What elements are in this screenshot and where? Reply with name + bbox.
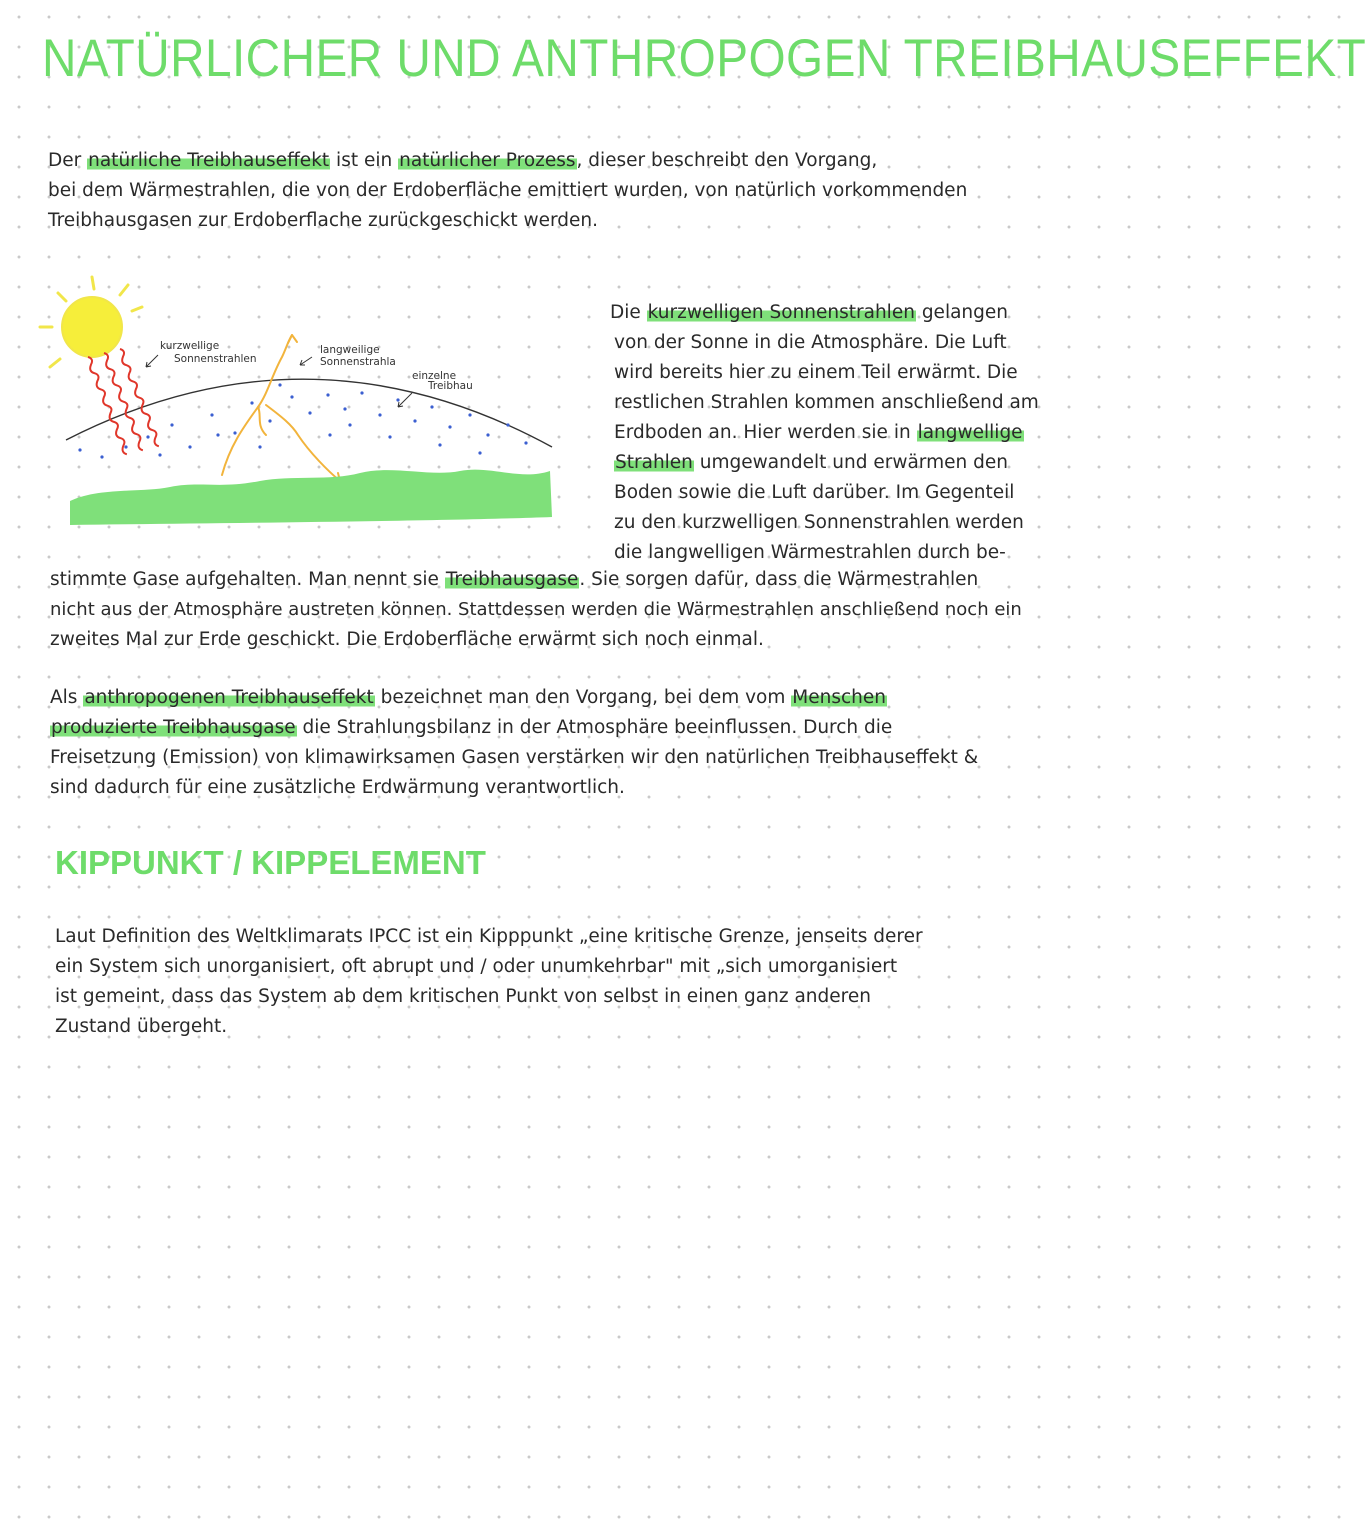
label-gas-1: einzelne: [412, 370, 457, 382]
text: umgewandelt und erwärmen den: [693, 452, 1008, 473]
highlight-term: natürliche Treibhauseffekt: [88, 150, 330, 171]
para3-line: [50, 683, 887, 713]
page-title: NATÜRLICHER UND ANTHROPOGEN TREIBHAUSEFFEKT: [42, 29, 1366, 88]
para2-line: restlichen Strahlen kommen anschließend am: [614, 392, 1039, 413]
para2-line: nicht aus der Atmosphäre austreten können. Stattdessen werden die Wärmestrahlen anschließend noch ein: [50, 599, 1022, 620]
text: ist ein: [330, 150, 399, 171]
label-gas-2: Treibhau: [428, 380, 473, 392]
label-long-waves-1: langweilige: [320, 344, 380, 356]
para2-line: [50, 565, 978, 595]
text: , dieser beschreibt den Vorgang,: [576, 150, 878, 171]
text: . Sie sorgen dafür, dass die Wärmestrahlen: [579, 569, 979, 590]
highlight-term: produzierte Treibhausgase: [51, 717, 296, 738]
para2-line: die langwelligen Wärmestrahlen durch be-: [614, 542, 1006, 563]
para2-line: wird bereits hier zu einem Teil erwärmt. Die: [614, 362, 1018, 383]
greenhouse-diagram: [30, 275, 570, 530]
highlight-term: anthropogenen Treibhauseffekt: [84, 687, 374, 708]
para4-line: ist gemeint, dass das System ab dem kritischen Punkt von selbst in einen ganz anderen: [55, 986, 871, 1007]
label-short-waves-2: Sonnenstrahlen: [174, 353, 257, 365]
label-long-waves-2: Sonnenstrahla: [320, 356, 396, 368]
para4-line: Laut Definition des Weltklimarats IPCC ist ein Kipppunkt „eine kritische Grenze, jenseits derer: [55, 926, 923, 947]
para2-line: [614, 448, 1008, 478]
para2-line: zweites Mal zur Erde geschickt. Die Erdoberfläche erwärmt sich noch einmal.: [50, 629, 764, 650]
highlight-term: langwellige: [917, 422, 1023, 443]
intro-line: Treibhausgasen zur Erdoberflache zurückgeschickt werden.: [48, 210, 599, 231]
sun-icon: [62, 297, 122, 357]
text: gelangen: [915, 302, 1008, 323]
text: Als: [50, 687, 84, 708]
para2-line: zu den kurzwelligen Sonnenstrahlen werden: [614, 512, 1024, 533]
ground: [70, 470, 552, 525]
highlight-term: Strahlen: [615, 452, 693, 473]
text: Der: [48, 150, 88, 171]
intro-line: [48, 146, 877, 176]
para3-line: sind dadurch für eine zusätzliche Erdwärmung verantwortlich.: [50, 777, 625, 798]
gas-dots: [78, 383, 527, 458]
para2-line: [614, 418, 1024, 448]
text: Erdboden an. Hier werden sie in: [614, 422, 917, 443]
short-wave-rays: [67, 348, 180, 455]
text: die Strahlungsbilanz in der Atmosphäre beeinflussen. Durch die: [296, 717, 893, 738]
para3-line: Freisetzung (Emission) von klimawirksamen Gasen verstärken wir den natürlichen Treibhauseffekt &: [50, 747, 979, 768]
text: Die: [610, 302, 647, 323]
text: stimmte Gase aufgehalten. Man nennt sie: [50, 569, 445, 590]
para2-line: Boden sowie die Luft darüber. Im Gegenteil: [614, 482, 1015, 503]
para4-line: ein System sich unorganisiert, oft abrupt und / oder unumkehrbar" mit „sich umorganisiert: [55, 956, 898, 977]
para2-line: [610, 298, 1008, 328]
para4-line: Zustand übergeht.: [55, 1016, 228, 1037]
text: bezeichnet man den Vorgang, bei dem vom: [374, 687, 792, 708]
highlight-term: Menschen: [792, 687, 886, 708]
para2-line: von der Sonne in die Atmosphäre. Die Luft: [614, 332, 1007, 353]
intro-line: bei dem Wärmestrahlen, die von der Erdoberfläche emittiert wurden, von natürlich vorkommenden: [48, 180, 968, 201]
label-short-waves-1: kurzwellige: [160, 340, 220, 352]
section-title: KIPPUNKT / KIPPELEMENT: [55, 844, 486, 881]
highlight-term: natürlicher Prozess: [399, 150, 576, 171]
highlight-term: Treibhausgase: [445, 569, 579, 590]
highlight-term: kurzwelligen Sonnenstrahlen: [647, 302, 915, 323]
para3-line: [50, 713, 892, 743]
